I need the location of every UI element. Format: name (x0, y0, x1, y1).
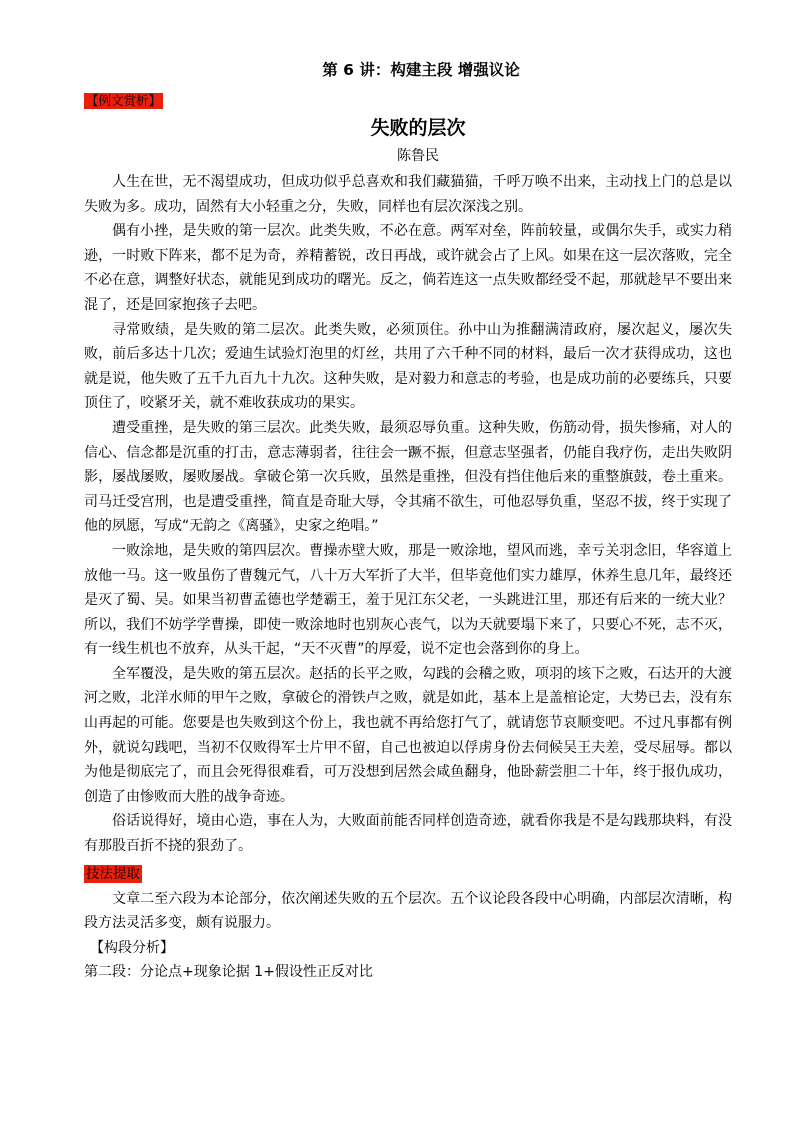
essay-paragraph-3: 寻常败绩，是失败的第二层次。此类失败，必须顶住。孙中山为推翻满清政府，屡次起义，屡次失败，前后多达十几次；爱迪生试验灯泡里的灯丝，共用了六千种不同的材料，最后一次才获得成功，这也就是说，他失败了五千九百九十九次。这种失败，是对毅力和意志的考验，也是成功前的必要练兵，只要顶住了，咬紧牙关，就不难收获成功的果实。 (84, 321, 732, 412)
essay-paragraph-4: 遭受重挫，是失败的第三层次。此类失败，最须忍辱负重。这种失败，伤筋动骨，损失惨痛，对人的信心、信念都是沉重的打击，意志薄弱者，往往会一蹶不振，但意志坚强者，仍能自我疗伤，走出失败阴影，屡战屡败，屡败屡战。拿破仑第一次兵败，虽然是重挫，但没有挡住他后来的重整旗鼓，卷土重来。司马迁受宫刑，也是遭受重挫，简直是奇耻大辱，令其痛不欲生，可他忍辱负重，坚忍不拔，终于实现了他的夙愿，写成“无韵之《离骚》，史家之绝唱。” (84, 419, 732, 535)
essay-body (84, 170, 732, 859)
essay-paragraph-5: 一败涂地，是失败的第四层次。曹操赤壁大败，那是一败涂地，望风而逃，幸亏关羽念旧，华容道上放他一马。这一败虽伤了曹魏元气，八十万大军折了大半，但毕竟他们实力雄厚，休养生息几年，最终还是灭了蜀、吴。如果当初曹孟德也学楚霸王，羞于见江东父老，一头跳进江里，那还有后来的一统大业？所以，我们不妨学学曹操，即使一败涂地时也别灰心丧气，以为天就要塌下来了，只要心不死，志不灭，有一线生机也不放弃，从头干起，“天不灭曹”的厚爱，说不定也会落到你的身上。 (84, 542, 732, 658)
technique-tag-row (84, 863, 732, 883)
essay-paragraph-6: 全军覆没，是失败的第五层次。赵括的长平之败，勾践的会稽之败，项羽的垓下之败，石达开的大渡河之败，北洋水师的甲午之败，拿破仑的滑铁卢之败，就是如此，基本上是盖棺论定，大势已去，没有东山再起的可能。您要是也失败到这个份上，我也就不再给您打气了，就请您节哀顺变吧。不过凡事都有例外，就说勾践吧，当初不仅败得军士片甲不留，自己也被迫以俘虏身份去伺候吴王夫差，受尽屈辱。都以为他是彻底完了，而且会死得很难看，可万没想到居然会咸鱼翻身，他卧薪尝胆二十年，终于报仇成功，创造了由惨败而大胜的战争奇迹。 (84, 665, 732, 805)
technique-tag: 技法提取 (86, 865, 140, 882)
essay-paragraph-7: 俗话说得好，境由心造，事在人为，大败面前能否同样创造奇迹，就看你我是不是勾践那块料，有没有那股百折不挠的狠劲了。 (84, 813, 732, 855)
technique-summary: 文章二至六段为本论部分，依次阐述失败的五个层次。五个议论段各段中心明确，内部层次清晰，构段方法灵活多变，颇有说服力。 (84, 890, 732, 932)
essay-paragraph-2: 偶有小挫，是失败的第一层次。此类失败，不必在意。两军对垒，阵前较量，或偶尔失手，或实力稍逊，一时败下阵来，都不足为奇，养精蓄锐，改日再战，或许就会占了上风。如果在这一层次落败，完全不必在意，调整好状态，就能见到成功的曙光。反之，倘若连这一点失败都经受不起，那就趁早不要出来混了，还是回家抱孩子去吧。 (84, 223, 732, 313)
analysis-line-paragraph-2: 第二段：分论点+现象论据 1+假设性正反对比 (84, 964, 373, 981)
lecture-title: 第 6 讲：构建主段 增强议论 (322, 61, 520, 79)
essay-author: 陈鲁民 (397, 148, 439, 164)
essay-paragraph-1: 人生在世，无不渴望成功，但成功似乎总喜欢和我们藏猫猫，千呼万唤不出来，主动找上门的总是以失败为多。成功，固然有大小轻重之分，失败，同样也有层次深浅之别。 (84, 174, 732, 215)
analysis-heading: 【构段分析】 (90, 939, 174, 956)
essay-title: 失败的层次 (370, 117, 466, 139)
example-analysis-tag: 【例文赏析】 (86, 93, 162, 108)
example-tag-row (84, 90, 732, 108)
